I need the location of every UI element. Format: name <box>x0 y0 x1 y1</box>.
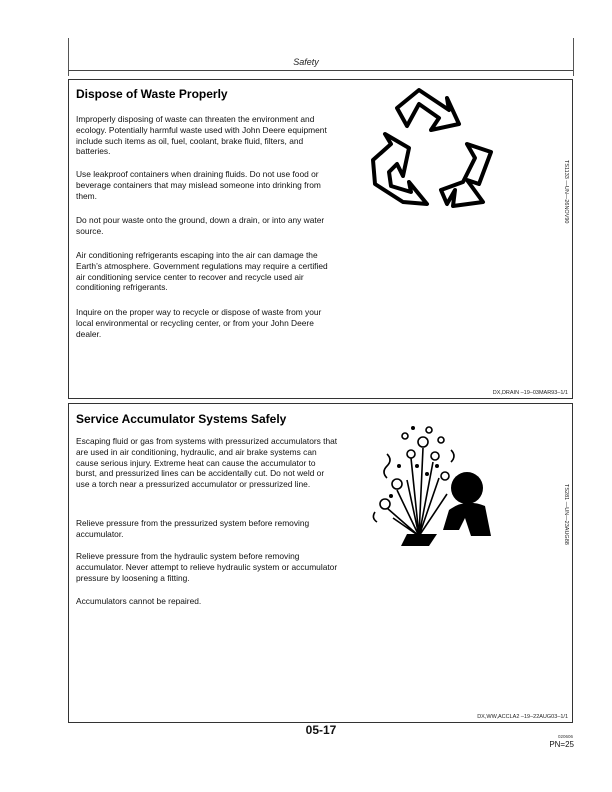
running-header: Safety <box>293 57 319 67</box>
section-title: Service Accumulator Systems Safely <box>76 412 287 426</box>
section-dispose-waste <box>68 79 573 399</box>
paragraph: Escaping fluid or gas from systems with pressurized accumulators that are used in air conditioning, hydraulic, and air brake systems can cause serious injury. Extreme heat can cause the accumulator to burst, and pressurized lines can be accidentally cut. Do not weld or use a torch near a pressurized accumulator or pressurized line. <box>76 436 338 490</box>
paragraph: Air conditioning refrigerants escaping into the air can damage the Earth’s atmosphere. Government regulations may require a certified air conditioning service center to recover and recycle used air conditioning refrigerants. <box>76 250 328 293</box>
revision-code: 020606 <box>557 734 573 739</box>
header-rule <box>68 70 573 71</box>
figure-id: TS281 —UN—23AUG88 <box>563 484 569 545</box>
paragraph: Relieve pressure from the hydraulic system before removing accumulator. Never attempt to relieve hydraulic system or accumulator pressure by loosening a fitting. <box>76 551 338 583</box>
section-footer-id: DX,WW,ACCLA2 –19–22AUG03–1/1 <box>477 714 568 720</box>
explosion-warning-icon <box>367 418 507 548</box>
recycle-icon <box>367 86 507 226</box>
paragraph: Relieve pressure from the pressurized system before removing accumulator. <box>76 518 310 539</box>
section-service-accumulator <box>68 403 573 723</box>
paragraph: Inquire on the proper way to recycle or dispose of waste from your local environmental or recycling center, or from your John Deere dealer. <box>76 307 322 339</box>
pn-number: PN=25 <box>549 740 574 749</box>
paragraph: Improperly disposing of waste can threaten the environment and ecology. Potentially harmful waste used with John Deere equipment include such items as oil, fuel, coolant, brake fluid, filters, and batteries. <box>76 114 327 157</box>
section-title: Dispose of Waste Properly <box>76 87 228 101</box>
paragraph: Do not pour waste onto the ground, down a drain, or into any water source. <box>76 215 325 236</box>
section-footer-id: DX,DRAIN –19–03MAR93–1/1 <box>492 390 568 396</box>
paragraph: Use leakproof containers when draining fluids. Do not use food or beverage containers that may mislead someone into drinking from them. <box>76 169 321 201</box>
paragraph: Accumulators cannot be repaired. <box>76 596 202 606</box>
page-number: 05-17 <box>305 723 337 737</box>
figure-id: TS1133 —UN—26NOV90 <box>563 160 569 224</box>
